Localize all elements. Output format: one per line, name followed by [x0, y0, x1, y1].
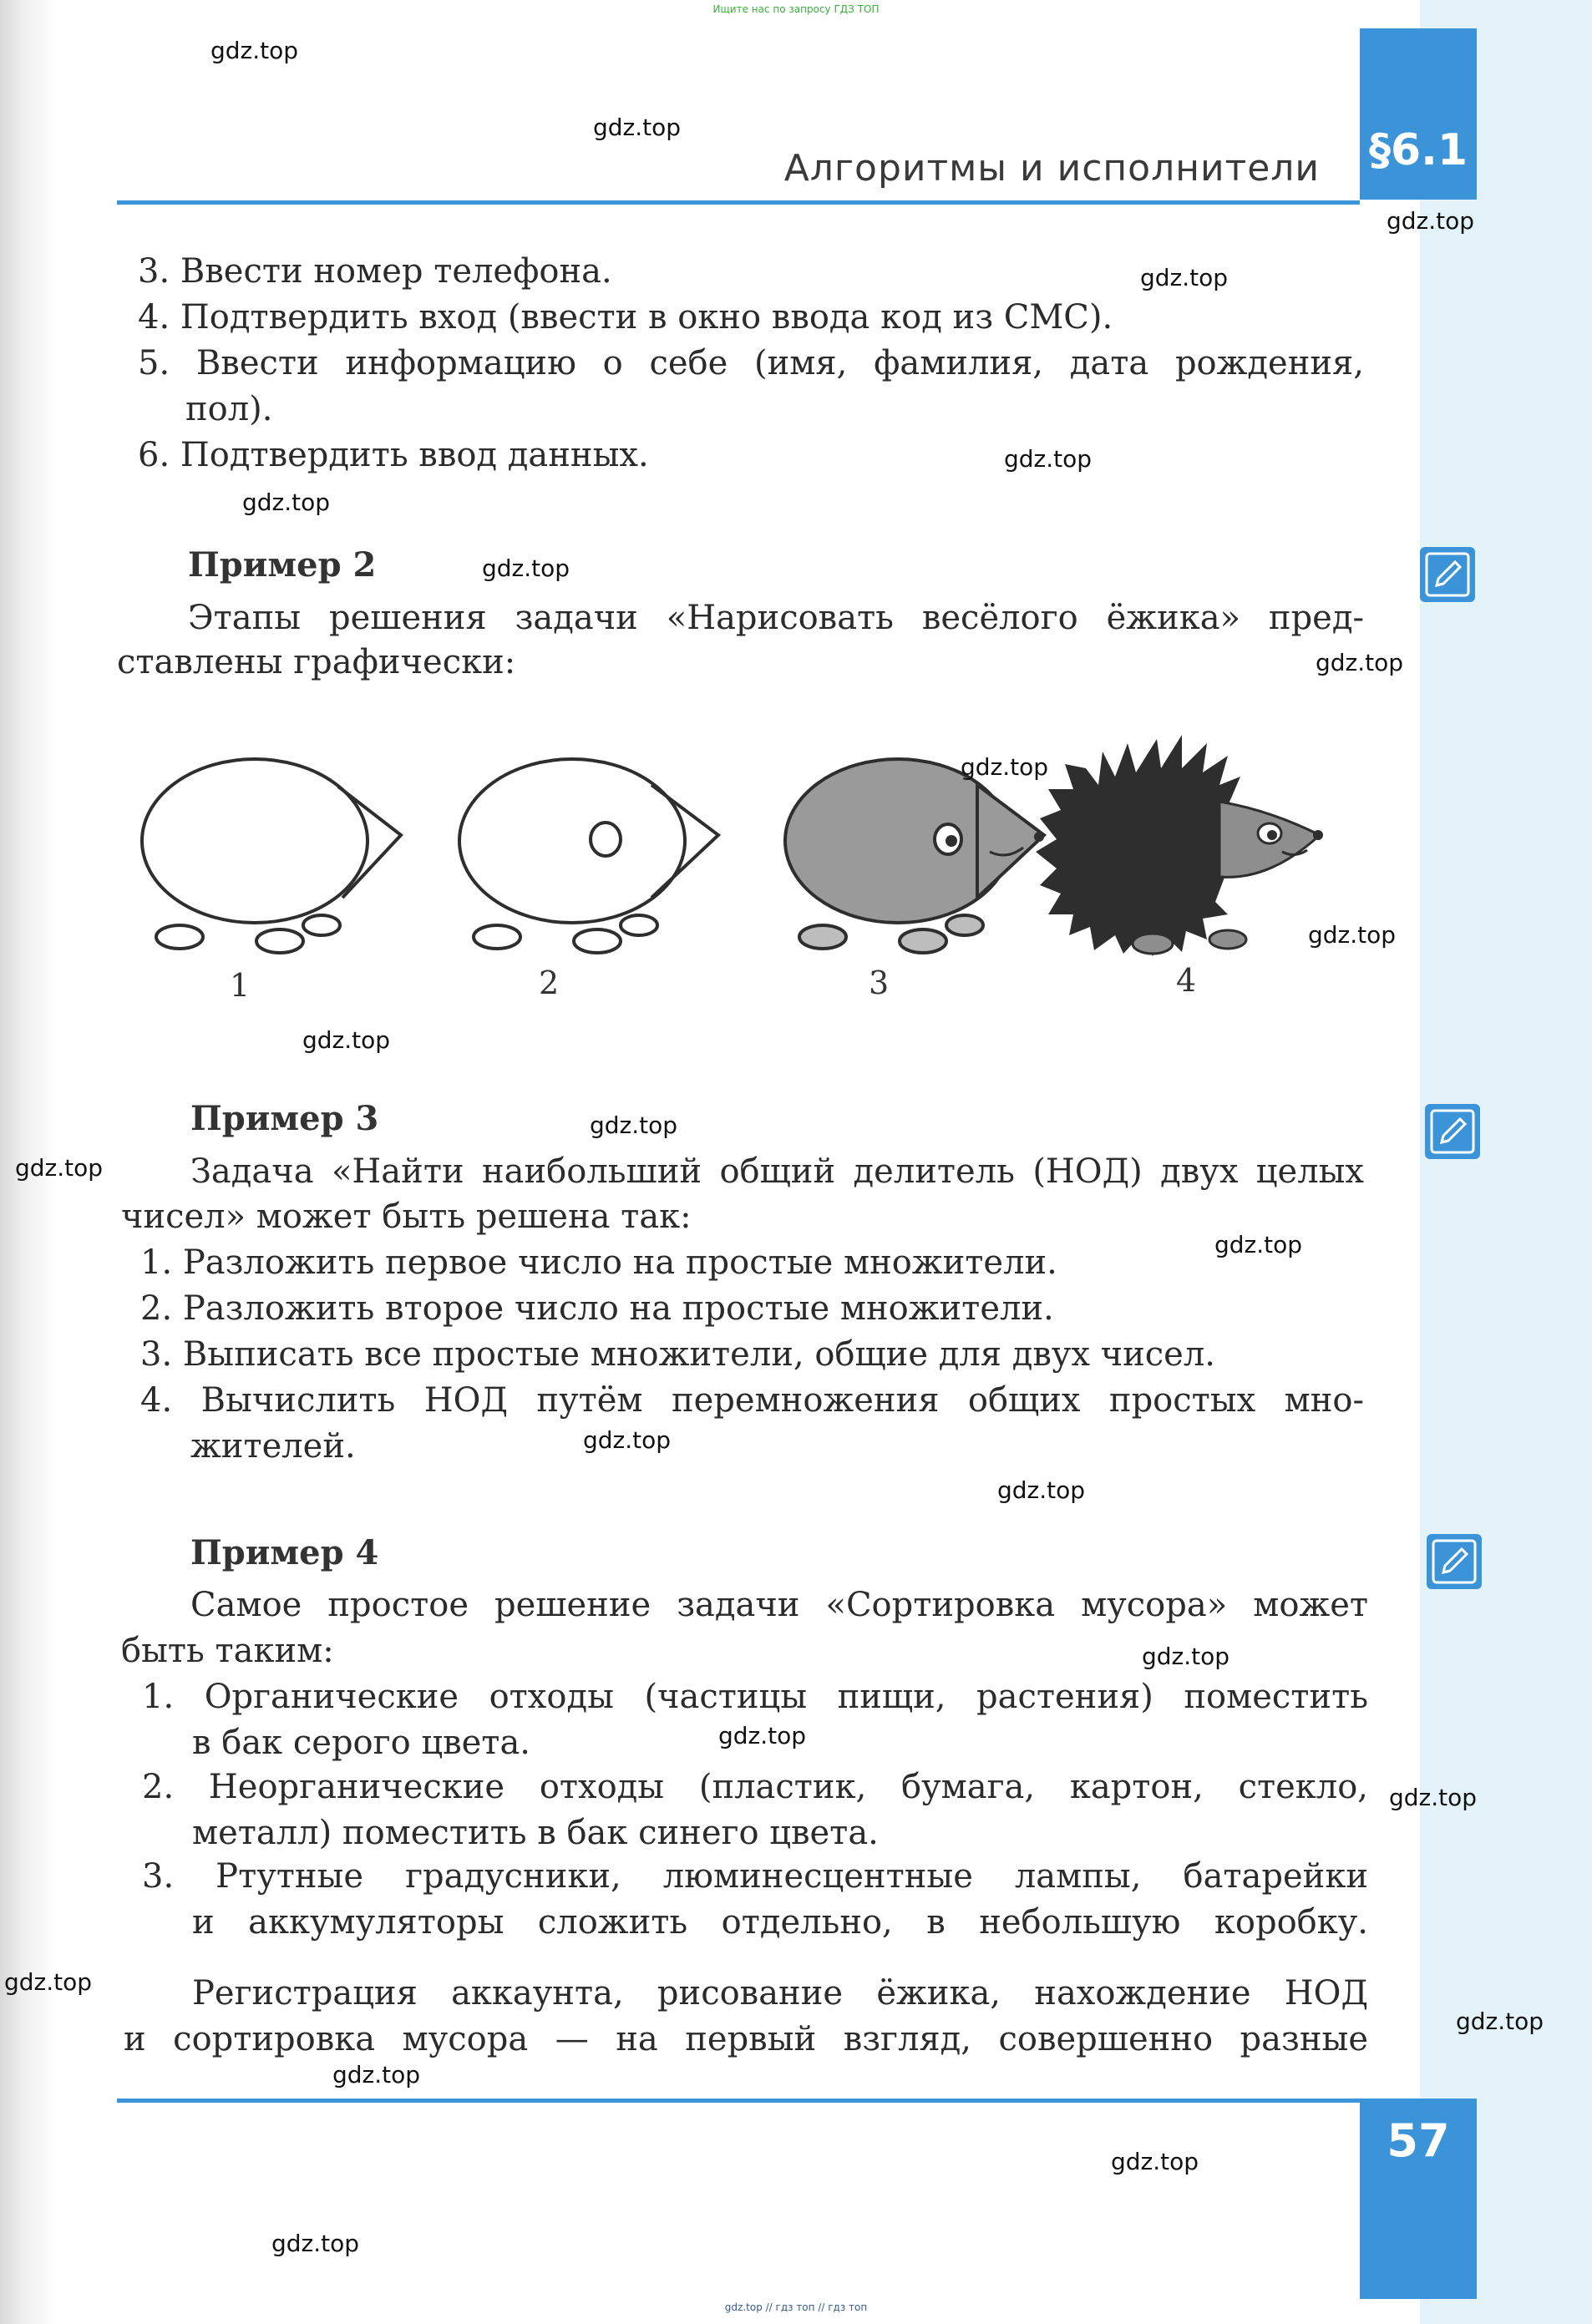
page-number: 57 [1387, 2114, 1450, 2167]
watermark: gdz.top [302, 1026, 391, 1054]
example-4-text: быть таким: [121, 1632, 334, 1670]
list-item: 4. Вычислить НОД путём перемножения общих простых мно- [140, 1381, 1364, 1420]
hedgehog-stage-4 [1036, 735, 1323, 956]
right-margin-band [1420, 0, 1592, 2324]
watermark: gdz.top [242, 489, 331, 516]
hedgehog-stage-1 [142, 759, 401, 953]
list-item: 3. Выписать все простые множители, общие для двух чисел. [140, 1335, 1215, 1374]
watermark: gdz.top [1111, 2148, 1199, 2175]
conclusion-text: Регистрация аккаунта, рисование ёжика, нахождение НОД [192, 1974, 1368, 2013]
watermark: gdz.top [997, 1476, 1086, 1504]
header-rule [117, 200, 1360, 205]
chapter-title: Алгоритмы и исполнители [783, 147, 1320, 190]
list-item: 2. Разложить второе число на простые множители. [140, 1289, 1054, 1328]
list-item: 4. Подтвердить вход (ввести в окно ввода код из СМС). [138, 298, 1113, 337]
watermark: gdz.top [482, 554, 570, 582]
example-3-text: чисел» может быть решена так: [121, 1197, 692, 1236]
figure-caption: 3 [869, 965, 890, 1001]
watermark: gdz.top [15, 1154, 104, 1182]
list-item-continuation: жителей. [190, 1427, 356, 1466]
list-item: 6. Подтвердить ввод данных. [138, 436, 649, 474]
watermark: gdz.top [718, 1722, 807, 1749]
watermark: gdz.top [593, 114, 682, 141]
figure-caption: 1 [230, 967, 251, 1004]
top-note: Ищите нас по запросу ГДЗ ТОП [712, 3, 880, 15]
figure-caption: 4 [1176, 962, 1197, 999]
list-item: 3. Ввести номер телефона. [138, 252, 612, 291]
watermark: gdz.top [583, 1426, 672, 1454]
list-item: 5. Ввести информацию о себе (имя, фамилия, дата рождения, [138, 344, 1364, 382]
example-3-heading: Пример 3 [190, 1099, 379, 1138]
list-item-continuation: пол). [185, 390, 273, 428]
watermark: gdz.top [1308, 921, 1397, 949]
watermark: gdz.top [4, 1968, 93, 1996]
pencil-icon [1420, 547, 1475, 602]
list-item: 3. Ртутные градусники, люминесцентные лампы, батарейки [142, 1857, 1368, 1896]
watermark: gdz.top [1456, 2008, 1544, 2035]
example-2-text: Этапы решения задачи «Нарисовать весёлого ёжика» пред- [188, 599, 1364, 637]
footer-rule [117, 2099, 1360, 2103]
pencil-icon [1425, 1104, 1480, 1159]
hedgehog-stage-2 [459, 759, 718, 953]
example-4-text: Самое простое решение задачи «Сортировка мусора» может [190, 1586, 1368, 1624]
list-item-continuation: и аккумуляторы сложить отдельно, в небольшую коробку. [192, 1903, 1368, 1942]
pencil-icon [1427, 1534, 1482, 1589]
watermark: gdz.top [210, 37, 299, 64]
example-2-heading: Пример 2 [188, 545, 377, 585]
figure-caption: 2 [539, 965, 560, 1001]
conclusion-text: и сортировка мусора — на первый взгляд, совершенно разные [124, 2020, 1368, 2058]
example-2-text: ставлены графически: [117, 643, 516, 681]
list-item: 1. Органические отходы (частицы пищи, растения) поместить [142, 1678, 1368, 1716]
list-item-continuation: металл) поместить в бак синего цвета. [192, 1814, 879, 1852]
hedgehog-stage-3 [785, 759, 1044, 953]
bottom-note: gdz.top // гдз топ // гдз топ [724, 2301, 868, 2313]
watermark: gdz.top [1389, 1784, 1478, 1811]
list-item: 2. Неорганические отходы (пластик, бумага, картон, стекло, [142, 1768, 1368, 1806]
watermark: gdz.top [1004, 445, 1093, 473]
watermark: gdz.top [1214, 1231, 1303, 1258]
watermark: gdz.top [1387, 207, 1475, 235]
list-item-continuation: в бак серого цвета. [192, 1724, 530, 1762]
section-number: §6.1 [1368, 125, 1468, 175]
watermark: gdz.top [1140, 264, 1229, 291]
watermark: gdz.top [1316, 649, 1404, 676]
watermark: gdz.top [271, 2230, 360, 2257]
hedgehog-steps-figure [117, 735, 1370, 977]
list-item: 1. Разложить первое число на простые множители. [140, 1243, 1057, 1282]
example-3-text: Задача «Найти наибольший общий делитель (НОД) двух целых [190, 1152, 1364, 1191]
watermark: gdz.top [590, 1111, 678, 1139]
example-4-heading: Пример 4 [190, 1533, 379, 1572]
watermark: gdz.top [961, 753, 1049, 781]
watermark: gdz.top [332, 2061, 421, 2089]
watermark: gdz.top [1142, 1643, 1230, 1670]
